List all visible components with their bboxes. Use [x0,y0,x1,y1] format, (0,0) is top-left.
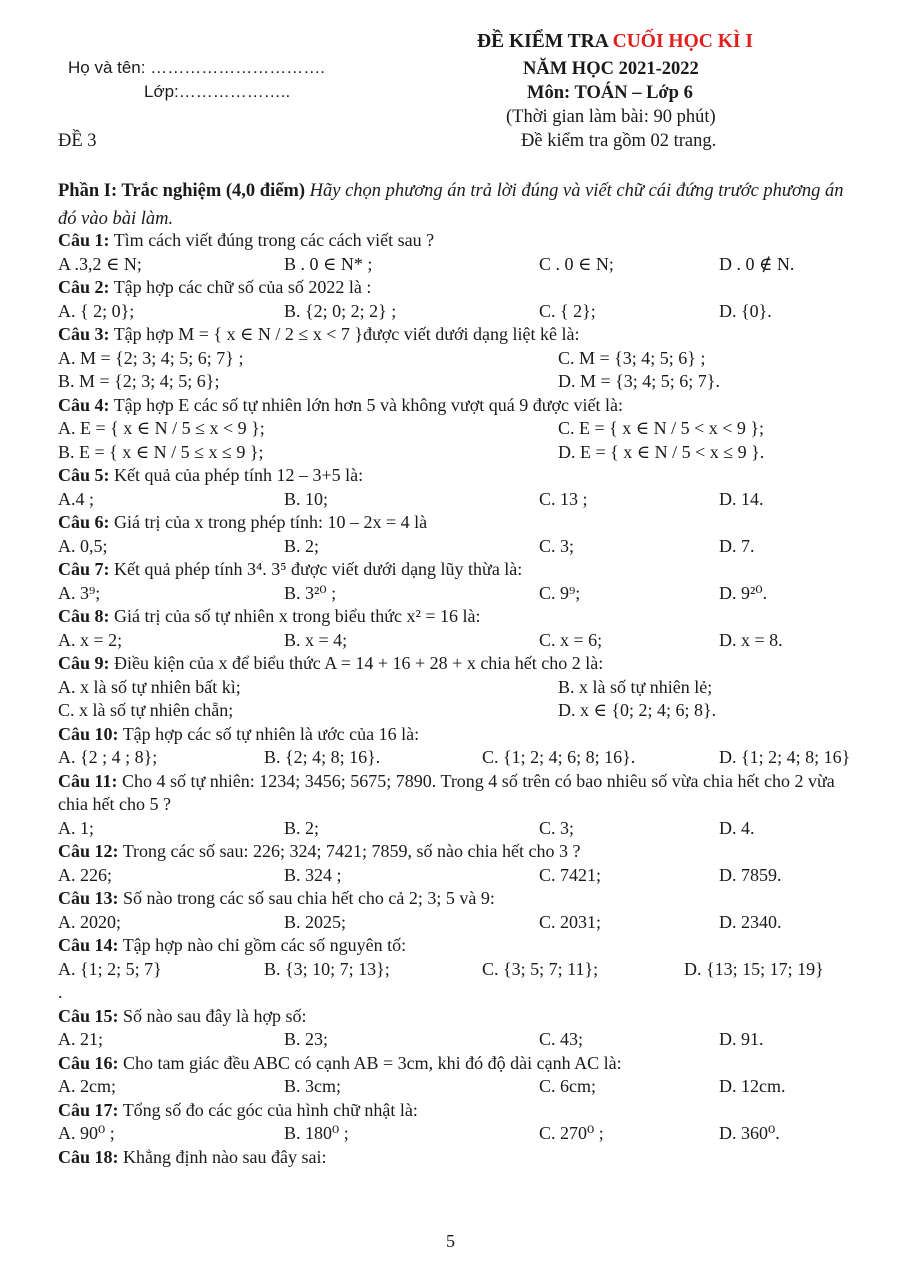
subject-line: Môn: TOÁN – Lớp 6 [527,83,693,103]
answer-option: B. 324 ; [284,864,342,885]
question-11 [58,770,858,817]
answer-option: C. {3; 5; 7; 11}; [482,958,599,979]
answer-option: B. x = 4; [284,629,348,650]
answer-options-row [58,699,888,723]
answer-option: D. M = {3; 4; 5; 6; 7}. [558,371,720,391]
answer-option: C. 2031; [539,911,602,932]
answer-option: A. E = { x ∈ N / 5 ≤ x < 9 }; [58,418,265,438]
answer-options-row [58,347,888,371]
answer-option: B. 180⁰ ; [284,1123,349,1143]
question-4 [58,394,888,418]
answer-options-row [58,629,888,653]
answer-option: D. x = 8. [719,629,783,650]
question-text: Tập hợp các số tự nhiên là ước của 16 là: [118,723,420,744]
answer-option: C. M = {3; 4; 5; 6} ; [558,347,706,368]
answer-options-row [58,370,888,394]
question-label: Câu 3: [58,324,110,344]
student-name-field: Họ và tên: …………………………. [68,58,325,77]
question-18 [58,1146,888,1170]
answer-option: C. 270⁰ ; [539,1123,604,1143]
exam-title-highlight: CUỐI HỌC KÌ I [612,31,753,52]
answer-options-row [58,864,888,888]
duration-line: (Thời gian làm bài: 90 phút) [506,107,716,127]
question-label: Câu 5: [58,465,110,485]
answer-option: B. E = { x ∈ N / 5 ≤ x ≤ 9 }; [58,441,264,462]
answer-option: C. 43; [539,1029,584,1049]
question-3 [58,323,888,347]
question-label: Câu 6: [58,512,110,532]
question-7 [58,558,888,582]
question-label: Câu 4: [58,394,110,415]
answer-options-row [58,300,888,324]
question-text: Cho tam giác đều ABC có cạnh AB = 3cm, khi đó độ dài cạnh AC là: [118,1052,622,1073]
answer-option: A. 2020; [58,911,121,932]
question-list [58,229,888,1169]
question-label: Câu 1: [58,230,110,250]
answer-option: C. x = 6; [539,629,603,650]
answer-option: B. 3²⁰ ; [284,582,337,603]
question-label: Câu 12: [58,841,119,861]
question-2 [58,276,888,300]
section-instruction: Hãy chọn phương án trả lời đúng và viết chữ cái đứng trước phương án đó vào bài làm. [58,181,844,229]
question-1 [58,229,888,253]
answer-option: D. 7. [719,535,755,556]
question-label: Câu 13: [58,888,119,908]
question-12 [58,840,888,864]
answer-option: C. 3; [539,535,575,556]
exam-title-main: ĐỀ KIỂM TRA [477,31,613,52]
answer-option: D. 360⁰. [719,1123,780,1143]
answer-options-row [58,417,888,441]
question-label: Câu 11: [58,770,118,791]
question-text: Số nào sau đây là hợp số: [118,1005,307,1026]
answer-option: C. 3; [539,817,575,838]
section-label: Phần I: Trắc nghiệm (4,0 điểm) [58,181,306,201]
answer-options-row [58,1122,888,1146]
answer-options-row [58,911,888,935]
question-label: Câu 15: [58,1005,119,1026]
answer-option: D. 14. [719,488,764,509]
answer-option: C. 9⁹; [539,582,581,603]
answer-option: D. 2340. [719,911,782,932]
question-label: Câu 18: [58,1146,119,1167]
exam-title [477,30,753,53]
question-text: Kết quả phép tính 3⁴. 3⁵ được viết dưới dạng lũy thừa là: [109,559,523,579]
answer-option: A. x là số tự nhiên bất kì; [58,676,241,697]
answer-option: D. 7859. [719,864,782,885]
answer-options-row [58,441,888,465]
answer-options-row [58,1028,888,1052]
answer-option: C. E = { x ∈ N / 5 < x < 9 }; [558,418,765,438]
question-text: Tập hợp E các số tự nhiên lớn hơn 5 và không vượt quá 9 được viết là: [109,394,623,415]
answer-option: D. 12cm. [719,1076,786,1096]
answer-option: C. 7421; [539,864,602,885]
answer-option: B. 2; [284,817,320,838]
answer-option: A. M = {2; 3; 4; 5; 6; 7} ; [58,347,244,368]
answer-option: A. x = 2; [58,629,123,650]
question-text: Tập hợp các chữ số của số 2022 là : [109,277,372,297]
question-text: Số nào trong các số sau chia hết cho cả 2; 3; 5 và 9: [118,888,495,908]
answer-option: A. 90⁰ ; [58,1123,115,1143]
question-label: Câu 14: [58,935,119,955]
answer-option: A. {2 ; 4 ; 8}; [58,747,158,767]
answer-option: D. E = { x ∈ N / 5 < x ≤ 9 }. [558,441,765,462]
answer-option: A. 0,5; [58,535,108,556]
question-label: Câu 7: [58,559,110,579]
question-15 [58,1005,888,1029]
answer-option: D. {13; 15; 17; 19} [684,958,824,979]
answer-option: B. x là số tự nhiên lẻ; [558,676,713,697]
answer-option: D. 9²⁰. [719,582,768,603]
answer-options-row [58,582,888,606]
answer-options-row [58,817,888,841]
question-text: Trong các số sau: 226; 324; 7421; 7859, số nào chia hết cho 3 ? [118,841,581,861]
answer-option: B. {3; 10; 7; 13}; [264,958,390,979]
question-label: Câu 9: [58,653,110,673]
answer-option: D. {1; 2; 4; 8; 16} [719,747,851,767]
answer-options-row [58,676,888,700]
answer-option: C. {1; 2; 4; 6; 8; 16}. [482,747,636,767]
question-text: Tổng số đo các góc của hình chữ nhật là: [118,1099,418,1120]
question-16 [58,1052,888,1076]
question-label: Câu 16: [58,1052,119,1073]
answer-option: A .3,2 ∈ N; [58,253,142,274]
question-13 [58,887,888,911]
answer-option: A. 226; [58,864,112,885]
answer-options-row [58,253,888,277]
answer-option: D . 0 ∉ N. [719,253,795,274]
answer-option: A. { 2; 0}; [58,300,135,321]
answer-option: B. 2; [284,535,320,556]
answer-options-row [58,746,888,770]
answer-option: C. x là số tự nhiên chẵn; [58,700,234,720]
question-6 [58,511,888,535]
exam-code: ĐỀ 3 [58,131,97,151]
answer-option: A. 2cm; [58,1076,116,1096]
answer-option: A.4 ; [58,488,94,509]
school-year: NĂM HỌC 2021-2022 [523,59,699,79]
question-10 [58,723,888,747]
answer-option: C . 0 ∈ N; [539,253,614,274]
answer-option: B. {2; 4; 8; 16}. [264,747,381,767]
answer-option: B. 23; [284,1029,329,1049]
answer-option: C. 13 ; [539,488,588,509]
answer-option: B. {2; 0; 2; 2} ; [284,300,397,321]
question-label: Câu 17: [58,1099,119,1120]
answer-option: C. { 2}; [539,300,596,321]
question-text: Khẳng định nào sau đây sai: [118,1146,327,1167]
question-5 [58,464,888,488]
question-text: Điều kiện của x để biểu thức A = 14 + 16 + 28 + x chia hết cho 2 là: [109,653,604,673]
question-label: Câu 8: [58,606,110,626]
answer-option: A. 21; [58,1029,103,1049]
page-number: 5 [446,1231,455,1251]
question-label: Câu 10: [58,723,119,744]
question-text: Tìm cách viết đúng trong các cách viết sau ? [109,230,435,250]
question-17 [58,1099,888,1123]
question-14 [58,934,888,958]
answer-option: B. 2025; [284,911,347,932]
class-field: Lớp:……………….. [144,82,291,101]
question-9 [58,652,888,676]
answer-option: A. 1; [58,817,94,838]
question-label: Câu 2: [58,277,110,297]
section-intro [58,177,848,233]
question-text: Giá trị của số tự nhiên x trong biểu thức x² = 16 là: [109,606,481,626]
answer-option: B. 3cm; [284,1076,341,1096]
answer-option: B. 10; [284,488,329,509]
question-text: Kết quả của phép tính 12 – 3+5 là: [109,465,364,485]
question-text: Cho 4 số tự nhiên: 1234; 3456; 5675; 7890. Trong 4 số trên có bao nhiêu số vừa chia hết cho 2 vừa chia hết cho 5 ? [58,770,835,814]
answer-option: A. {1; 2; 5; 7} [58,958,162,979]
pages-note: Đề kiểm tra gồm 02 trang. [521,131,717,151]
answer-option: D. x ∈ {0; 2; 4; 6; 8}. [558,700,717,720]
question-8 [58,605,888,629]
answer-option: C. 6cm; [539,1076,596,1096]
answer-options-row [58,958,888,982]
question-text: Tập hợp nào chỉ gồm các số nguyên tố: [118,935,407,955]
answer-option: D. 91. [719,1029,764,1049]
question-text: Tập hợp M = { x ∈ N / 2 ≤ x < 7 }được viết dưới dạng liệt kê là: [109,324,580,344]
stray-mark: . [58,982,63,1002]
question-text: Giá trị của x trong phép tính: 10 – 2x = 4 là [109,512,428,532]
answer-option: D. {0}. [719,300,772,321]
answer-option: B. M = {2; 3; 4; 5; 6}; [58,371,220,391]
answer-options-row [58,1075,888,1099]
answer-option: A. 3⁹; [58,582,101,603]
answer-options-row [58,535,888,559]
answer-option: B . 0 ∈ N* ; [284,253,373,274]
answer-option: D. 4. [719,817,755,838]
answer-options-row [58,488,888,512]
